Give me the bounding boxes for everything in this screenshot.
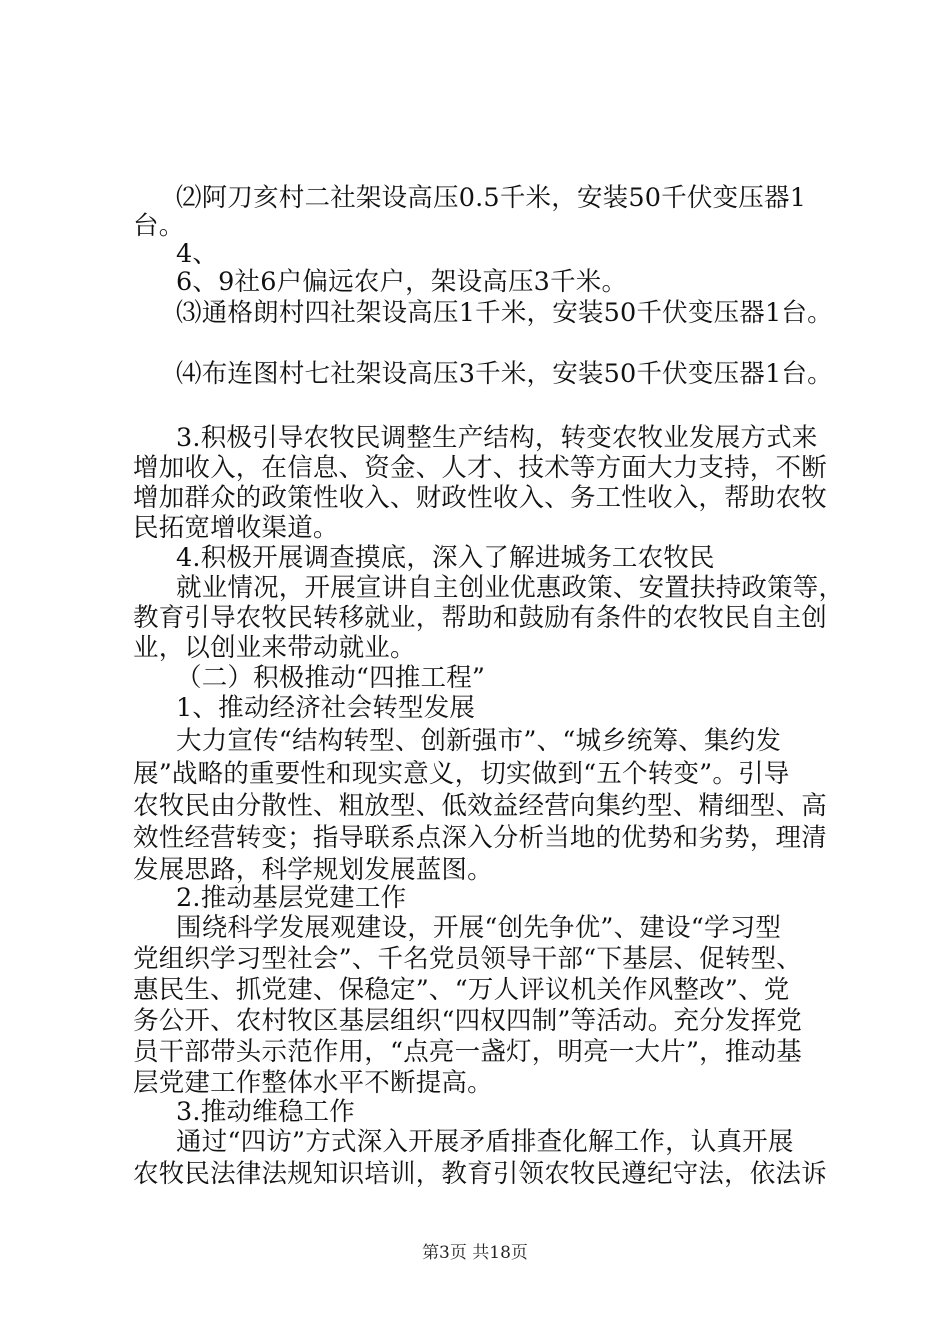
text-line: 1、推动经济社会转型发展 [176, 693, 476, 723]
text-line: 增加群众的政策性收入、财政性收入、务工性收入，帮助农牧 [133, 483, 827, 513]
text-line: 增加收入，在信息、资金、人才、技术等方面大力支持，不断 [133, 453, 827, 483]
text-line: 展”战略的重要性和现实意义，切实做到“五个转变”。引导 [133, 759, 790, 789]
text-line: 3.推动维稳工作 [176, 1097, 355, 1127]
text-line: 效性经营转变；指导联系点深入分析当地的优势和劣势，理清 [133, 823, 827, 853]
text-line: 员干部带头示范作用，“点亮一盏灯，明亮一大片”，推动基 [133, 1037, 802, 1067]
text-line: 层党建工作整体水平不断提高。 [133, 1068, 493, 1098]
text-line: 台。 [133, 211, 185, 241]
text-line: 4、 [176, 239, 219, 269]
text-line: 3.积极引导农牧民调整生产结构，转变农牧业发展方式来 [176, 423, 818, 453]
text-line: 通过“四访”方式深入开展矛盾排查化解工作，认真开展 [176, 1127, 794, 1157]
text-line: ⑶通格朗村四社架设高压1千米，安装50千伏变压器1台。 [176, 298, 833, 328]
text-line: 4.积极开展调查摸底，深入了解进城务工农牧民 [176, 543, 715, 573]
text-line: 党组织学习型社会”、千名党员领导干部“下基层、促转型、 [133, 944, 802, 974]
text-line: 务公开、农村牧区基层组织“四权四制”等活动。充分发挥党 [133, 1006, 802, 1036]
text-line: （二）积极推动“四推工程” [176, 663, 486, 693]
text-line: 围绕科学发展观建设，开展“创先争优”、建设“学习型 [176, 913, 782, 943]
page-number-footer: 第3页 共18页 [422, 1243, 528, 1263]
text-line: 6、9社6户偏远农户，架设高压3千米。 [176, 267, 628, 297]
text-line: 农牧民由分散性、粗放型、低效益经营向集约型、精细型、高 [133, 791, 827, 821]
text-line: 2.推动基层党建工作 [176, 883, 407, 913]
text-line: 教育引导农牧民转移就业，帮助和鼓励有条件的农牧民自主创 [133, 603, 827, 633]
text-line: ⑵阿刀亥村二社架设高压0.5千米，安装50千伏变压器1 [176, 183, 807, 213]
text-line: 农牧民法律法规知识培训，教育引领农牧民遵纪守法，依法诉 [133, 1159, 827, 1189]
text-line: 业，以创业来带动就业。 [133, 633, 416, 663]
text-line: 民拓宽增收渠道。 [133, 513, 339, 543]
text-line: 惠民生、抓党建、保稳定”、“万人评议机关作风整改”、党 [133, 975, 790, 1005]
text-line: 就业情况，开展宣讲自主创业优惠政策、安置扶持政策等， [176, 573, 845, 603]
text-line: 大力宣传“结构转型、创新强市”、“城乡统筹、集约发 [176, 726, 782, 756]
text-line: ⑷布连图村七社架设高压3千米，安装50千伏变压器1台。 [176, 359, 833, 389]
text-line: 发展思路，科学规划发展蓝图。 [133, 855, 493, 885]
